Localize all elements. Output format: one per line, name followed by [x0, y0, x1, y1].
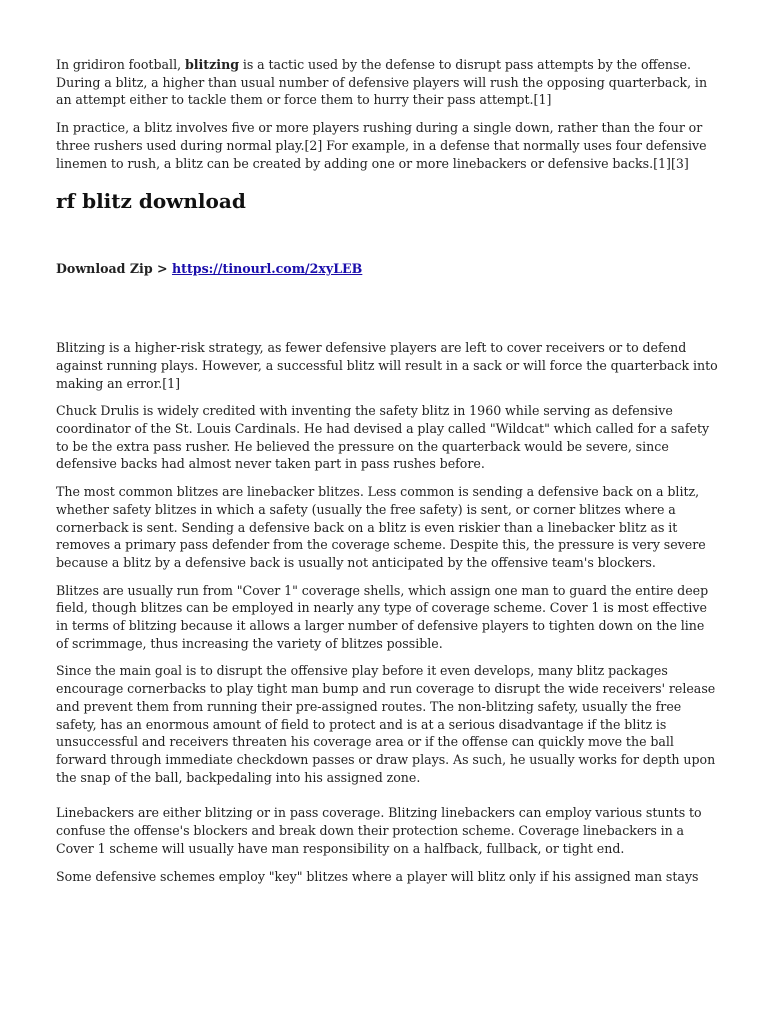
download-line: [56, 260, 718, 278]
body-paragraph-1: Blitzing is a higher-risk strategy, as fewer defensive players are left to cover receivers or to defend against running plays. However, a successful blitz will result in a sack or will force the quarterback into making an error.[1]: [56, 340, 718, 391]
blitzing-term: blitzing: [184, 57, 240, 72]
intro-paragraph-1: [56, 56, 718, 109]
intro-p1-before: In gridiron football,: [56, 57, 185, 72]
spacer: [56, 786, 718, 804]
intro-paragraph-2: In practice, a blitz involves five or more players rushing during a single down, rather than the four or three rushers used during normal play.[2] For example, in a defense that normally uses four defensive linemen to rush, a blitz can be created by adding one or more linebackers or defensive backs.[1][3]: [56, 120, 707, 171]
intro-p1-after: is a tactic used by the defense to disrupt pass attempts by the offense. During a blitz, a higher than usual number of defensive players will rush the opposing quarterback, in an attempt either to tackle them or force them to hurry their pass attempt.[1]: [56, 57, 708, 108]
document-page: [56, 56, 718, 885]
spacer: [56, 278, 718, 339]
download-link[interactable]: https://tinourl.com/2xyLEB: [171, 261, 363, 277]
late-paragraph-2: Some defensive schemes employ "key" blitzes where a player will blitz only if his assigned man stays: [56, 868, 699, 884]
download-label: Download Zip >: [56, 261, 172, 277]
page-title: rf blitz download: [56, 189, 246, 214]
body-paragraph-5: Since the main goal is to disrupt the offensive play before it even develops, many blitz packages encourage cornerbacks to play tight man bump and run coverage to disrupt the wide receivers' release and prevent them from running their pre-assigned routes. The non-blitzing safety, usually the free safety, has an enormous amount of field to protect and is at a serious disadvantage if the blitz is unsuccessful and receivers threaten his coverage area or if the offense can quickly move the ball forward through immediate checkdown passes or draw plays. As such, he usually works for depth upon the snap of the ball, backpedaling into his assigned zone.: [56, 663, 716, 785]
body-paragraph-4: Blitzes are usually run from "Cover 1" coverage shells, which assign one man to guard the entire deep field, though blitzes can be employed in nearly any type of coverage scheme. Cover 1 is most effective in terms of blitzing because it allows a larger number of defensive players to tighten down on the line of scrimmage, thus increasing the variety of blitzes possible.: [56, 582, 709, 651]
body-paragraph-2: Chuck Drulis is widely credited with inventing the safety blitz in 1960 while serving as defensive coordinator of the St. Louis Cardinals. He had devised a play called "Wildcat" which called for a safety to be the extra pass rusher. He believed the pressure on the quarterback would be severe, since defensive backs had almost never taken part in pass rushes before.: [56, 403, 710, 472]
late-paragraph-1: Linebackers are either blitzing or in pass coverage. Blitzing linebackers can employ various stunts to confuse the offense's blockers and break down their protection scheme. Coverage linebackers in a Cover 1 scheme will usually have man responsibility on a halfback, fullback, or tight end.: [56, 805, 702, 856]
body-paragraph-3: The most common blitzes are linebacker blitzes. Less common is sending a defensive back on a blitz, whether safety blitzes in which a safety (usually the free safety) is sent, or corner blitzes where a cornerback is sent. Sending a defensive back on a blitz is even riskier than a linebacker blitz as it removes a primary pass defender from the coverage scheme. Despite this, the pressure is very severe because a blitz by a defensive back is usually not anticipated by the offensive team's blockers.: [56, 484, 706, 570]
